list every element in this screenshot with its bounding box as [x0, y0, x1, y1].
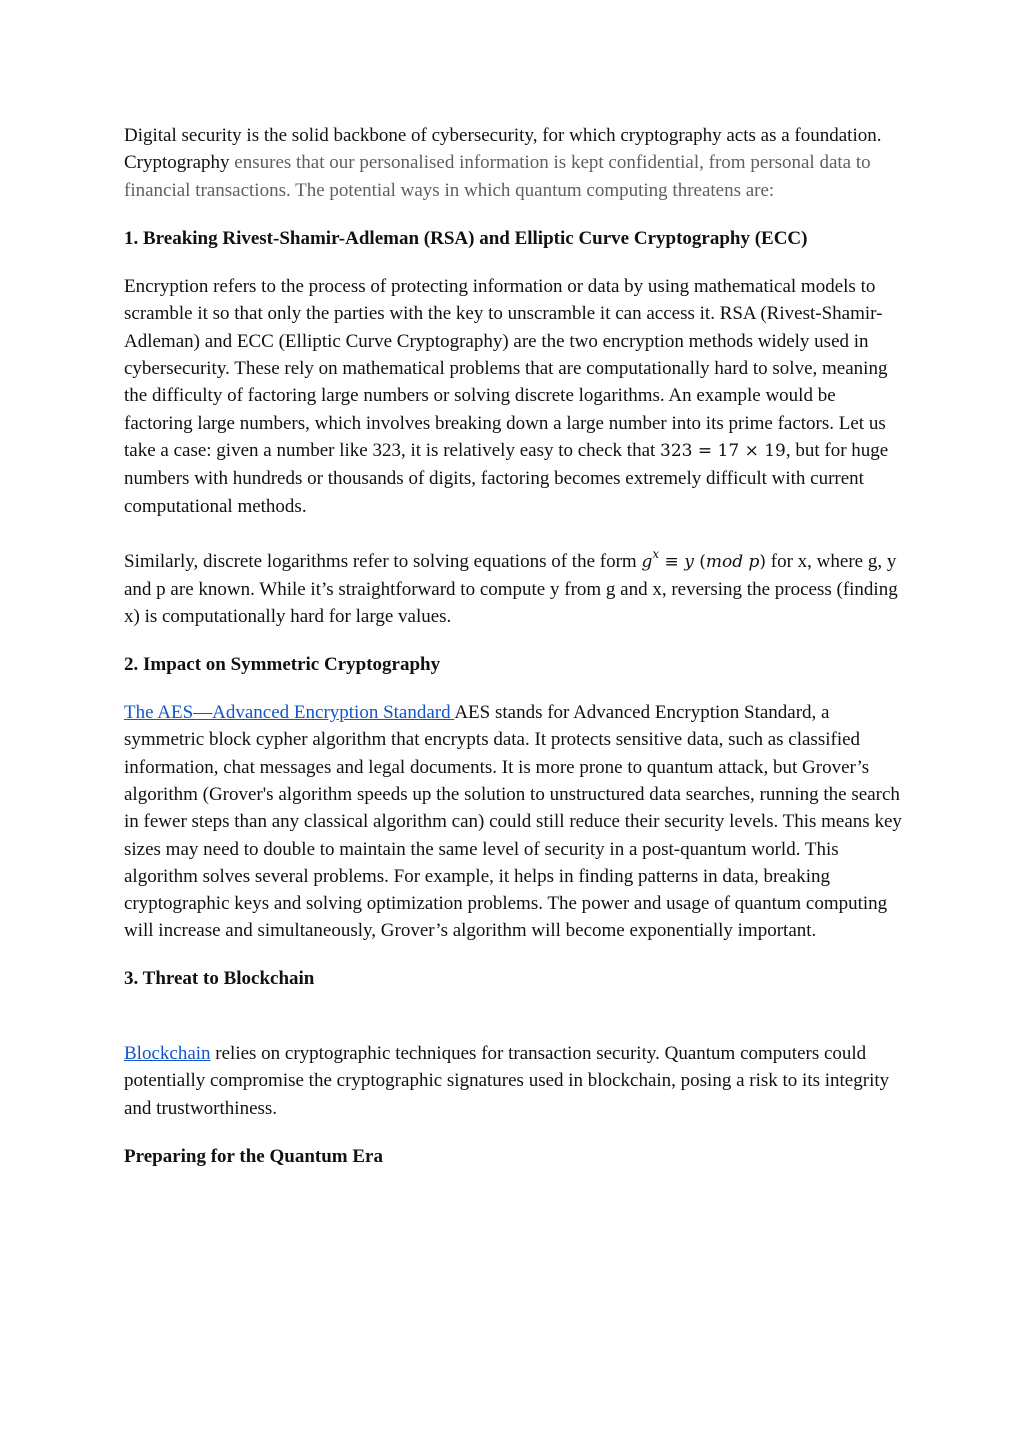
section2-heading: 2. Impact on Symmetric Cryptography	[124, 653, 441, 675]
intro-text-grey: ensures that our personalised information is kept confidential, from personal data to financial transactions. The potential ways in which quantum computing threatens are:	[124, 152, 871, 201]
document-page	[124, 122, 904, 1170]
section2-text: AES stands for Advanced Encryption Standard, a symmetric block cypher algorithm that encrypts data. It protects sensitive data, such as classified information, chat messages and legal documents. It is more prone to quantum attack, but Grover’s algorithm (Grover's algorithm speeds up the solution to unstructured data searches, running the search in fewer steps than any classical algorithm can) could still reduce their security levels. This means key sizes may need to double to maintain the same level of security in a post-quantum world. This algorithm solves several problems. For example, it helps in finding patterns in data, breaking cryptographic keys and solving optimization problems. The power and usage of quantum computing will increase and simultaneously, Grover’s algorithm will become exponentially important.	[124, 702, 902, 942]
section1-paragraph-logarithms	[124, 548, 904, 631]
math-y: y	[684, 551, 694, 572]
section3-text: relies on cryptographic techniques for transaction security. Quantum computers could potentially compromise the cryptographic signatures used in blockchain, posing a risk to its integrity and trustworthiness.	[124, 1043, 890, 1119]
aes-link[interactable]: The AES—Advanced Encryption Standard	[124, 702, 455, 724]
section1-text-before: Encryption refers to the process of protecting information or data by using mathematical models to scramble it so that only the parties with the key to unscramble it can access it. RSA (Rivest-Shamir-Adleman) and ECC (Elliptic Curve Cryptography) are the two encryption methods widely used in cybersecurity. These rely on mathematical problems that are computationally hard to solve, meaning the difficulty of factoring large numbers or solving discrete logarithms. An example would be factoring large numbers, which involves breaking down a large number into its prime factors. Let us take a case: given a number like 323, it is relatively easy to check that	[124, 276, 888, 461]
section3-heading: 3. Threat to Blockchain	[124, 967, 315, 989]
section1-paragraph-rsa	[124, 273, 904, 520]
section1-logarithm-text-before: Similarly, discrete logarithms refer to solving equations of the form	[124, 550, 642, 572]
section2-paragraph	[124, 699, 904, 945]
section1-text-after: , but for huge numbers with hundreds or thousands of digits, factoring becomes extremely difficult with current computational methods.	[124, 439, 889, 517]
math-equiv: ≡	[659, 551, 685, 572]
math-close-paren: )	[759, 551, 767, 572]
section4-heading: Preparing for the Quantum Era	[124, 1145, 383, 1167]
intro-text-dark: Digital security is the solid backbone of cybersecurity, for which cryptography acts as a foundation. Cryptography	[124, 125, 882, 174]
math-open-paren: (	[693, 551, 706, 572]
math-mod-p: mod p	[705, 551, 760, 572]
section1-logarithm-text-after: for x, where g, y and p are known. While it’s straightforward to compute y from g and x, reversing the process (finding x) is computationally hard for large values.	[124, 550, 898, 628]
section1-heading: 1. Breaking Rivest-Shamir-Adleman (RSA) and Elliptic Curve Cryptography (ECC)	[124, 227, 808, 249]
factoring-equation: 323 = 17 × 19	[660, 440, 786, 461]
section3-paragraph	[124, 1040, 904, 1122]
math-base-g: g	[641, 551, 653, 572]
math-exponent-x: x	[652, 546, 660, 561]
blockchain-link[interactable]: Blockchain	[124, 1043, 211, 1065]
intro-paragraph	[124, 122, 904, 204]
